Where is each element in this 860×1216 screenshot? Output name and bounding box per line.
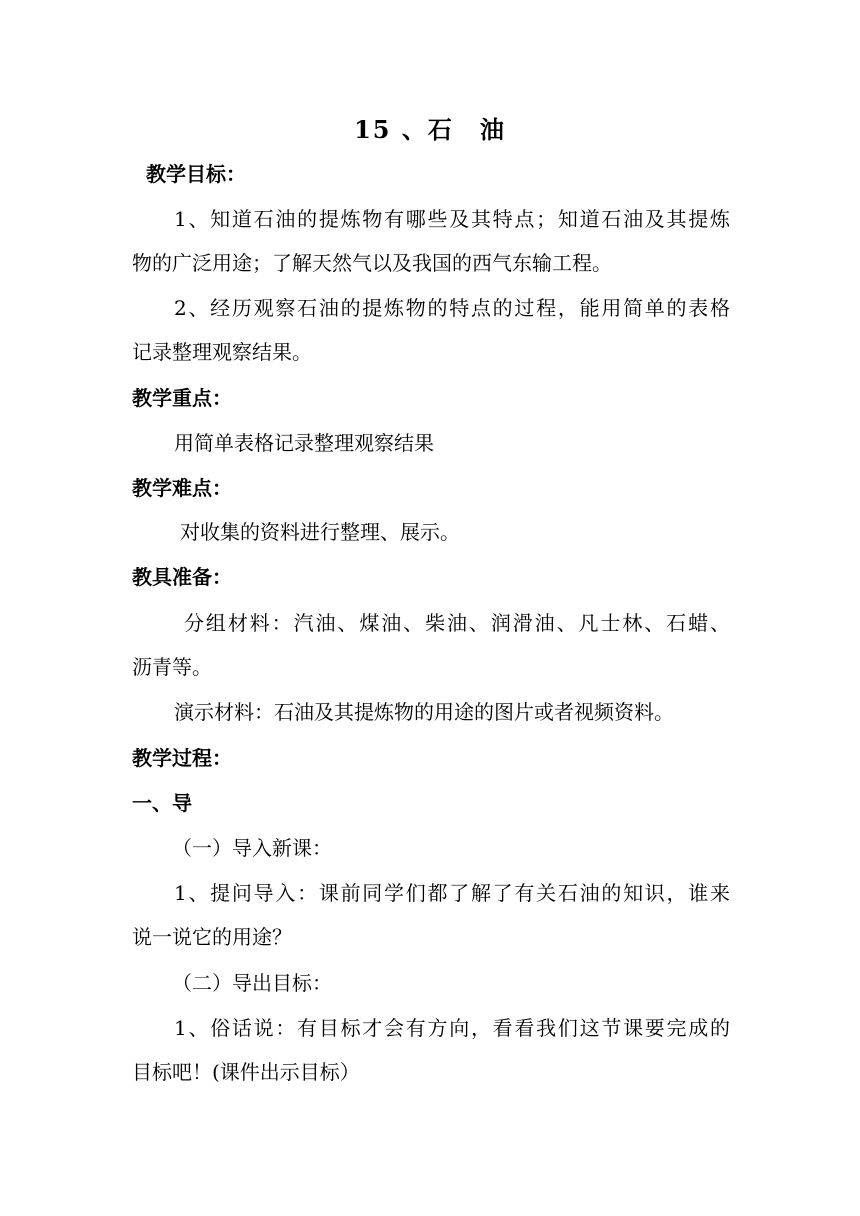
goal-1-line-1: 1、俗话说：有目标才会有方向，看看我们这节课要完成的 xyxy=(174,1016,730,1040)
subsection-1-heading: （一）导入新课： xyxy=(172,836,332,860)
objectives-heading: 教学目标： xyxy=(146,162,246,186)
section-1-heading: 一、导 xyxy=(132,791,192,815)
key-points-text: 用简单表格记录整理观察结果 xyxy=(174,431,434,455)
objective-2-line-2: 记录整理观察结果。 xyxy=(132,340,312,364)
goal-1-line-2: 目标吧！(课件出示目标） xyxy=(132,1060,360,1084)
objective-1-line-1: 1、知道石油的提炼物有哪些及其特点；知道石油及其提炼 xyxy=(174,207,730,231)
intro-1-line-1: 1、提问导入：课前同学们都了解了有关石油的知识，谁来 xyxy=(174,881,730,905)
materials-group-line-2: 沥青等。 xyxy=(132,655,212,679)
page-title: 15 、石 油 xyxy=(354,115,506,144)
objective-1-line-2: 物的广泛用途；了解天然气以及我国的西气东输工程。 xyxy=(132,251,612,275)
subsection-2-heading: （二）导出目标： xyxy=(172,971,332,995)
difficulties-heading: 教学难点： xyxy=(132,476,232,500)
materials-heading: 教具准备： xyxy=(132,565,232,589)
objective-2-line-1: 2、经历观察石油的提炼物的特点的过程，能用简单的表格 xyxy=(174,296,730,320)
difficulties-text: 对收集的资料进行整理、展示。 xyxy=(180,520,460,544)
materials-group-line-1: 分组材料：汽油、煤油、柴油、润滑油、凡士林、石蜡、 xyxy=(184,611,730,635)
key-points-heading: 教学重点： xyxy=(132,386,232,410)
materials-demo: 演示材料：石油及其提炼物的用途的图片或者视频资料。 xyxy=(174,700,674,724)
intro-1-line-2: 说一说它的用途？ xyxy=(132,925,292,949)
process-heading: 教学过程： xyxy=(132,746,232,770)
